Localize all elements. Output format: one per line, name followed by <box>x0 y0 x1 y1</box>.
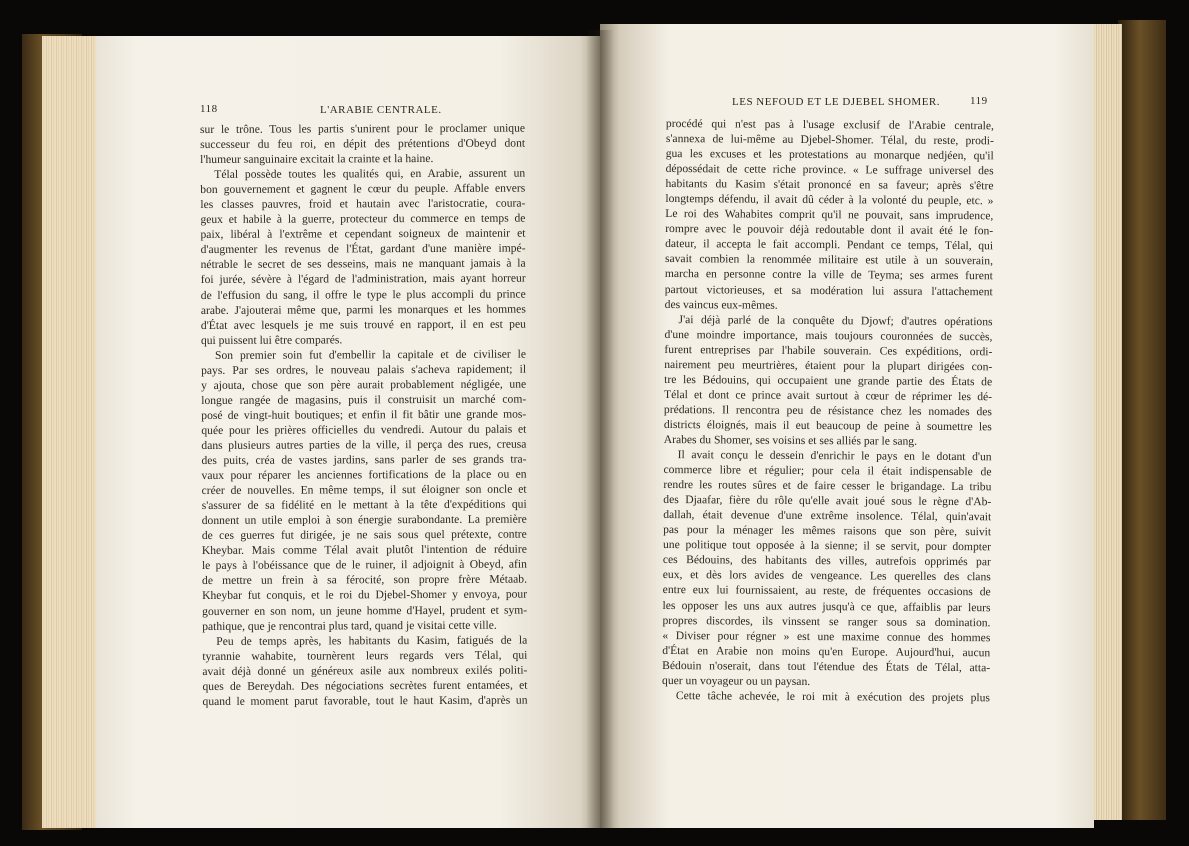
text-line: eux, et dès lors avides de vengeance. Les querelles des clans <box>662 568 991 584</box>
text-line: Kheybar fut conquis, et le roi du Djebel-Shomer y envoya, pour <box>202 588 528 603</box>
text-line: des puits, créa de vastes jardins, sans parler de ses grands tra- <box>201 452 527 468</box>
text-line: le pays à l'obéissance que de le ruiner, il adjoignit à Obeyd, afin <box>201 557 527 573</box>
text-line: pays. Par ses ordres, le nouveau palais s'acheva rapidement; il <box>201 362 527 377</box>
text-line: J'ai déjà parlé de la conquête du Djowf; d'autres opérations <box>678 312 993 328</box>
text-line: entre eux lui fournissaient, au reste, de fréquentes occasions de <box>662 583 991 599</box>
text-line: Télal et dont ce prince avait surtout à cœur de réprimer les dé- <box>664 387 993 404</box>
text-line: vaux pour réparer les anciennes fortifications de la place ou en <box>201 467 527 483</box>
text-line: habitants du Kasim s'était prononcé en sa faveur; après s'être <box>665 177 994 193</box>
text-line: gouverner en son nom, un jeune homme d'Hayel, prudent et sym- <box>202 603 528 618</box>
text-line: dans plusieurs autres parties de la ville, il perça des rues, creusa <box>201 437 527 452</box>
text-block <box>662 116 994 705</box>
text-line: avait déjà donné un généreux asile aux nombreux exilés politi- <box>202 663 528 678</box>
text-line: d'une moindre importance, mais toujours couronnées de succès, <box>664 327 993 343</box>
text-line: dallah, était devenue d'une extrême insolence. Télal, quin'avait <box>663 508 992 524</box>
text-line: les opposer les uns aux autres jusqu'à ce que, affaiblis par leurs <box>662 598 991 614</box>
text-line: geux et habile à la guerre, protecteur du commerce en temps de <box>200 211 526 227</box>
text-line: d'augmenter les revenus de l'État, gardant d'une manière impé- <box>200 241 526 257</box>
page-edges-right <box>1092 24 1122 820</box>
text-line: Télal possède toutes les qualités qui, en Arabie, assurent un <box>214 166 526 182</box>
text-line: successeur du feu roi, en dépit des prétentions d'Obeyd dont <box>200 136 526 152</box>
text-line: dateur, il accepta le fait accompli. Pendant ce temps, Télal, qui <box>665 237 994 253</box>
text-line: rendre les routes sûres et de faire cesser le brigandage. La tribu <box>663 478 992 494</box>
text-line: prédations. Il rencontra peu de résistance chez les nomades des <box>663 402 992 419</box>
text-line: créer de nouvelles. En même temps, il sut éloigner son oncle et <box>201 482 527 498</box>
text-line: ces Bédouins, des habitants des villes, autrefois opprimés par <box>662 553 991 569</box>
text-line: paix, libéral à l'extrême et cependant soigneux de maintenir et <box>200 226 526 242</box>
book-cover-right <box>1118 20 1166 820</box>
text-line: bon gouvernement et gagnent le cœur du peuple. Affable envers <box>200 181 526 197</box>
right-page <box>600 24 1094 828</box>
text-line: nairement peu meurtrières, étaient pour la plupart dirigées con- <box>664 357 993 374</box>
text-line: dépossédait de cette riche province. « Le suffrage universel des <box>665 162 994 178</box>
text-line: « Diviser pour régner » est une maxime connue des hommes <box>662 628 991 644</box>
text-line: s'assurer de sa fidélité en le mettant à la tête d'expéditions qui <box>201 497 527 513</box>
text-line: procédé qui n'est pas à l'usage exclusif de l'Arabie centrale, <box>665 116 994 133</box>
text-line: pathique, que je rencontrai plus tard, quand je visitai cette ville. <box>202 618 497 633</box>
running-title: L'ARABIE CENTRALE. <box>320 104 442 116</box>
text-line: donnent un utile emploi à son énergie surabondante. La première <box>201 512 527 528</box>
text-line: y ajouta, chose que son père aurait probablement négligée, une <box>201 377 527 392</box>
text-line: pas pour la ménager les mêmes raisons que son père, suivit <box>663 523 992 539</box>
text-line: ques de Bereydah. Des négociations secrètes furent entamées, et <box>202 678 528 693</box>
text-line: arabe. J'ajouterai même que, parmi les monarques et les hommes <box>200 302 526 317</box>
text-line: savait combien la renommée militaire est utile à un souverain, <box>664 252 994 268</box>
text-line: quée pour les prières officielles du vendredi. Autour du palais et <box>201 422 527 437</box>
text-line: Arabes du Shomer, ses voisins et ses alliés par le sang. <box>663 432 918 448</box>
text-line: quand le moment parut favorable, tout le haut Kasim, d'après un <box>202 693 528 708</box>
text-line: tyrannie wahabite, tournèrent leurs regards vers Télal, qui <box>202 648 528 663</box>
text-line: Il avait conçu le dessein d'enrichir le pays en le dotant d'un <box>677 448 992 464</box>
text-line: des vaincus eux-mêmes. <box>664 297 778 312</box>
text-line: Kheybar. Mais comme Télal avait plutôt l'intention de réduire <box>201 542 527 558</box>
text-line: tre les Bédouins, qui occupaient une grande partie des États de <box>664 372 993 389</box>
text-line: des Djaafar, fière du rôle qu'elle avait joué sous le règne d'Ab- <box>663 493 992 509</box>
text-line: Peu de temps après, les habitants du Kasim, fatigués de la <box>216 633 528 648</box>
text-line: qui puissent lui être comparés. <box>200 333 343 347</box>
text-line: gua les excuses et les protestations au monarque nedjéen, qu'il <box>665 147 994 163</box>
text-line: foi jurée, sévère à l'égard de l'administration, mais ayant horreur <box>200 272 526 287</box>
text-block <box>200 121 528 709</box>
text-line: furent entreprises par l'habile souverain. Ces expéditions, ordi- <box>664 342 993 358</box>
text-line: longtemps défendu, il avait dû céder à la volonté du peuple, etc. » <box>665 192 994 208</box>
text-line: s'annexa de lui-même au Djebel-Shomer. Télal, du reste, prodi- <box>665 132 994 148</box>
text-line: commerce libre et régulier; pour cela il était indispensable de <box>663 463 992 479</box>
running-title: LES NEFOUD ET LE DJEBEL SHOMER. <box>732 96 940 108</box>
text-line: Son premier soin fut d'embellir la capitale et de civiliser le <box>214 347 527 362</box>
book-gutter <box>586 30 614 828</box>
text-line: marcha en personne contre la ville de Teyma; ses armes furent <box>664 267 993 283</box>
text-line: propres discordes, ils vinssent se ranger sous sa domination. <box>662 613 991 629</box>
text-line: nétrable le secret de ses desseins, mais ne manquant jamais à la <box>200 257 526 272</box>
text-line: districts éloignés, mais il eut beaucoup de peine à soumettre les <box>663 417 992 434</box>
text-line: d'État avec lesquels je me suis trouvé en rapport, il en est peu <box>200 317 526 332</box>
left-page <box>96 36 600 828</box>
text-line: Cette tâche achevée, le roi mit à exécution des projets plus <box>675 688 990 705</box>
text-line: quer un voyageur ou un paysan. <box>662 673 811 688</box>
text-line: Le roi des Wahabites comprit qu'il ne pouvait, sans imprudence, <box>665 207 994 223</box>
text-line: les classes pauvres, froid et hautain avec l'aristocratie, coura- <box>200 196 526 212</box>
text-line: posé de vingt-huit boutiques; et enfin il fit bâtir une grande mos- <box>201 407 527 422</box>
page-number: 118 <box>200 103 218 115</box>
text-line: de mettre un frein à sa férocité, son propre frère Métaab. <box>201 572 528 588</box>
page-number: 119 <box>970 95 988 107</box>
text-line: sur le trône. Tous les partis s'unirent pour le proclamer unique <box>200 121 526 136</box>
text-line: longue rangée de magasins, puis il construisit un marché com- <box>201 392 527 407</box>
page-edges-left <box>42 36 102 828</box>
text-line: rompre avec le pouvoir déjà redoutable dont il avait été le fon- <box>665 222 994 238</box>
text-line: de ces guerres fut dirigée, je ne sais sous quel prétexte, contre <box>201 527 527 543</box>
text-line: de l'effusion du sang, il offre le type le plus accompli du prince <box>200 287 526 302</box>
text-line: partout victorieuses, et sa modération lui assura l'attachement <box>664 282 993 298</box>
text-line: l'humeur sanguinaire excitait la crainte et la haine. <box>200 152 434 167</box>
text-line: une politique tout opposée à la sienne; il se servit, pour dompter <box>662 538 992 554</box>
text-line: d'État en Arabie non moins qu'en Europe. Aujourd'hui, aucun <box>662 643 991 659</box>
text-line: Bédouin n'oserait, dans tout l'étendue des États de Télal, atta- <box>662 658 991 674</box>
